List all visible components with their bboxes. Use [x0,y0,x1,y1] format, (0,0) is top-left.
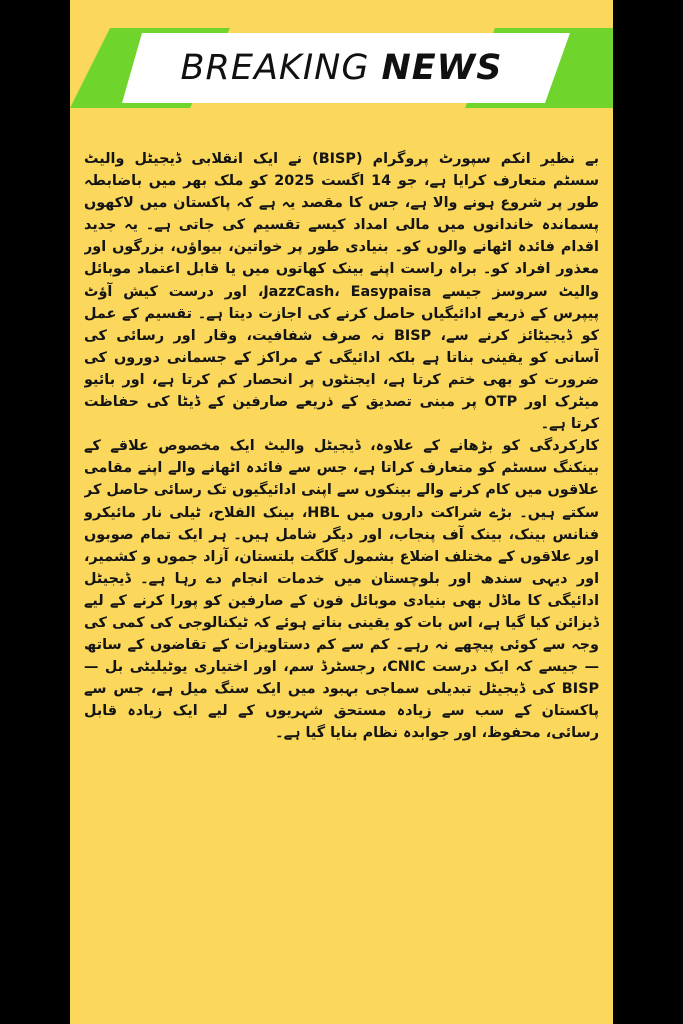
banner-word-breaking: BREAKING [180,48,370,88]
banner-title [70,28,613,108]
article-body [84,148,599,1016]
breaking-news-banner [70,28,613,108]
article-paragraph-1: بے نظیر انکم سپورٹ پروگرام (BISP) نے ایک انقلابی ڈیجیٹل والیٹ سسٹم متعارف کرایا ہے، جو 14 اگست 2025 کو ملک بھر میں باضابطہ طور پر شروع ہونے والا ہے، جس کا مقصد یہ ہے کہ پاکستان میں لاکھوں پسماندہ خاندانوں میں مالی امداد کیسے تقسیم کی جاتی ہے۔ یہ جدید اقدام فائدہ اٹھانے والوں کو۔ بنیادی طور پر خواتین، بیواؤں، بزرگوں اور معذور افراد کو۔ براہ راست اپنے بینک کھاتوں میں یا قابل اعتماد موبائل والیٹ سروسز جیسے JazzCash، Easypaisa، اور درست کیش آؤٹ پیپرس کے ذریعے ادائیگیاں حاصل کرنے کی اجازت دیتا ہے۔ تقسیم کے عمل کو ڈیجیٹائز کرنے سے، BISP نہ صرف شفافیت، وقار اور رسائی کی آسانی کو یقینی بناتا ہے بلکہ ادائیگی کے مراکز کے جسمانی دوروں کی ضرورت کو بھی ختم کرتا ہے، ایجنٹوں پر انحصار کم کرتا ہے، اور بائیو میٹرک اور OTP پر مبنی تصدیق کے ذریعے صارفین کے ڈیٹا کی حفاظت کرتا ہے۔ [84,151,599,433]
article-paragraph-2: کارکردگی کو بڑھانے کے علاوہ، ڈیجیٹل والیٹ ایک مخصوص علاقے کے بینکنگ سسٹم کو متعارف کراتا ہے، جس سے فائدہ اٹھانے والے اپنے مقامی علاقوں میں کام کرنے والے بینکوں سے اپنی ادائیگیوں تک رسائی حاصل کر سکتے ہیں۔ بڑے شراکت داروں میں HBL، بینک الفلاح، ٹیلی نار مائیکرو فنانس بینک، بینک آف پنجاب، اور دیگر شامل ہیں۔ ہر ایک تمام صوبوں اور علاقوں کے مختلف اضلاع بشمول گلگت بلتستان، آزاد جموں و کشمیر، اور دیہی سندھ اور بلوچستان میں خدمات انجام دے رہا ہے۔ ڈیجیٹل ادائیگی کا ماڈل بھی بنیادی موبائل فون کے صارفین کو پورا کرنے کے لیے ڈیزائن کیا گیا ہے، اس بات کو یقینی بناتے ہوئے کہ ٹیکنالوجی کی کمی کی وجہ سے کوئی پیچھے نہ رہے۔ کم سے کم دستاویزات کے تقاضوں کے ساتھ — جیسے کہ ایک درست CNIC، رجسٹرڈ سم، اور اختیاری یوٹیلیٹی بل — BISP کی ڈیجیٹل تبدیلی سماجی بہبود میں ایک سنگ میل ہے، جس سے پاکستان کے سب سے زیادہ مستحق شہریوں کے لیے ایک زیادہ قابل رسائی، محفوظ، اور جوابدہ نظام بنایا گیا ہے۔ [84,438,599,742]
banner-word-news: NEWS [381,48,503,88]
news-page [70,0,613,1024]
